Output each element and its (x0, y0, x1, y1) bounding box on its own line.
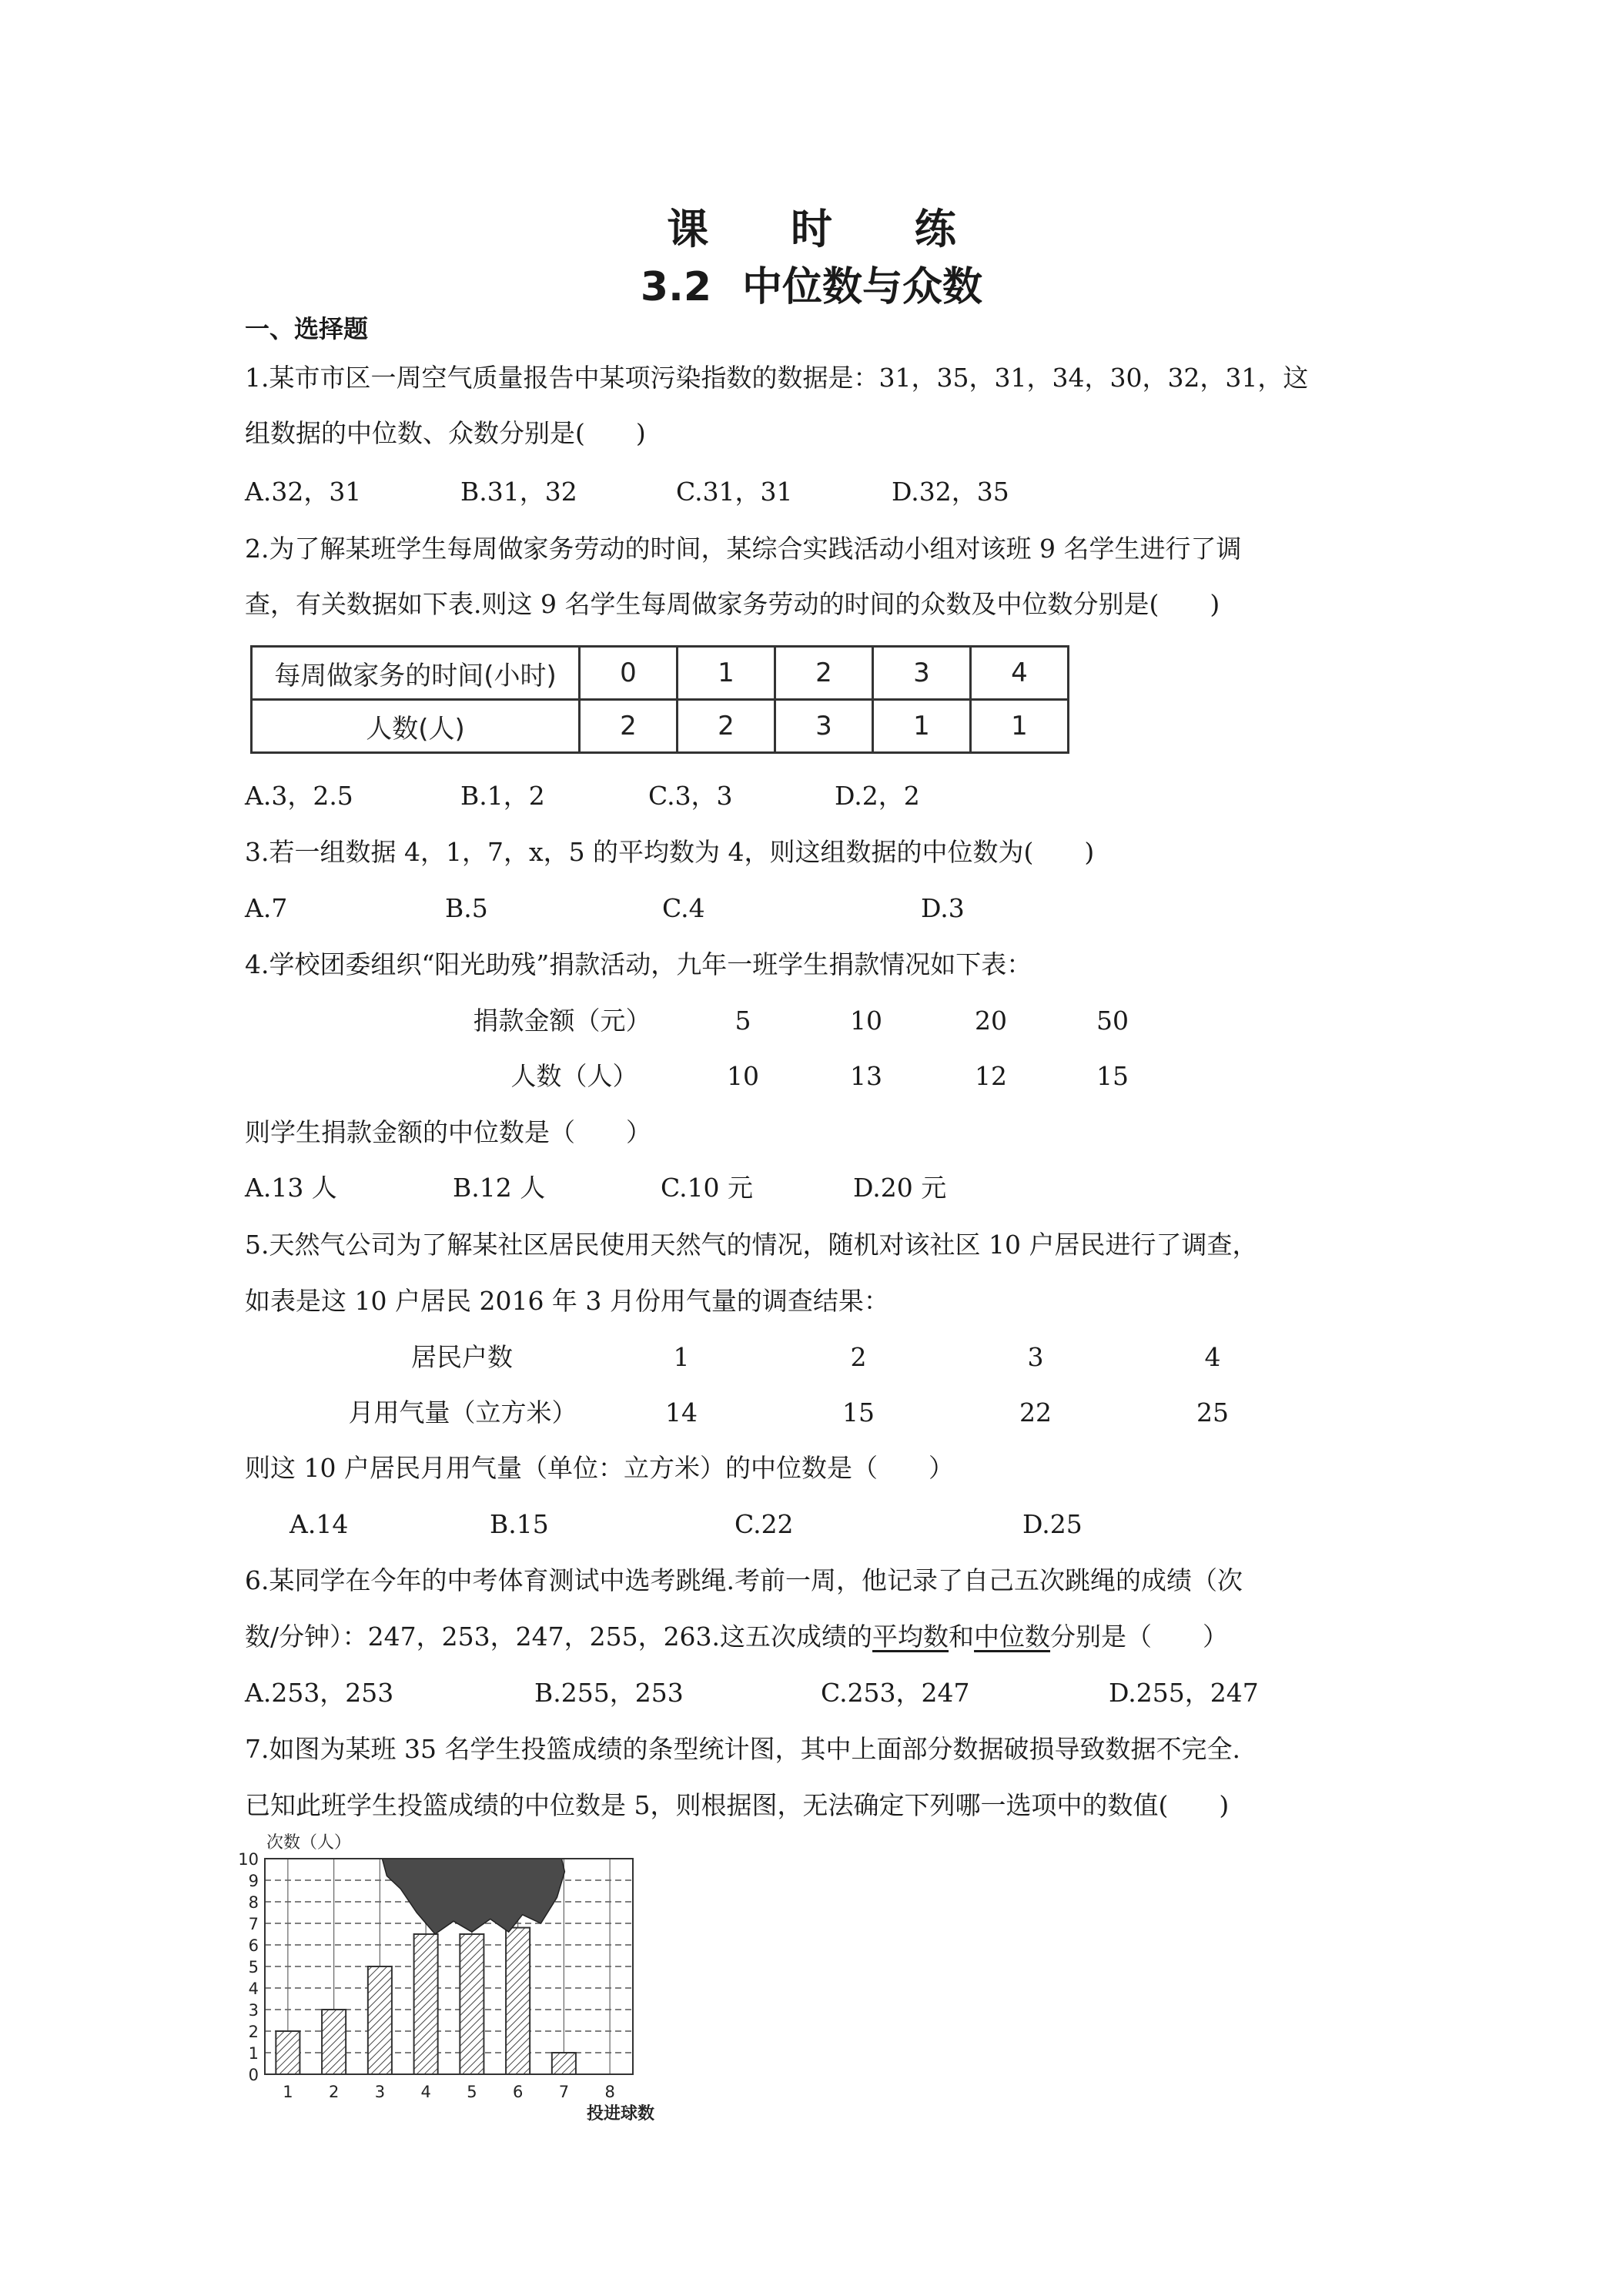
y-tick-label: 4 (248, 1980, 259, 1998)
q6-text: 和 (949, 1622, 975, 1652)
table-cell: 2 (580, 700, 678, 753)
bar-4 (414, 1934, 438, 2074)
q5-line1: 5.天然气公司为了解某社区居民使用天然气的情况，随机对该社区 10 户居民进行了调查， (245, 1230, 1258, 1260)
q4-cell: 5 (735, 1006, 751, 1036)
q6-underlined-mean: 平均数 (872, 1622, 949, 1652)
table-header-hours: 每周做家务的时间(小时) (252, 647, 580, 700)
q6-option-c: C.253，247 (821, 1678, 970, 1708)
q2-option-b: B.1，2 (460, 781, 545, 811)
table-cell: 1 (873, 700, 971, 753)
table-row (252, 700, 1069, 753)
q1-line2: 组数据的中位数、众数分别是( ) (245, 418, 646, 448)
x-tick-label: 1 (283, 2083, 293, 2101)
bar-5 (460, 1934, 484, 2074)
q5-cell: 1 (673, 1342, 690, 1372)
q6-line1: 6.某同学在今年的中考体育测试中选考跳绳.考前一周，他记录了自己五次跳绳的成绩（次 (245, 1565, 1243, 1595)
q4-line1: 4.学校团委组织“阳光助残”捐款活动，九年一班学生捐款情况如下表： (245, 949, 1032, 979)
q2-option-d: D.2，2 (835, 781, 920, 811)
y-tick-label: 0 (248, 2066, 259, 2084)
y-tick-label: 2 (248, 2023, 259, 2041)
y-tick-label: 5 (248, 1958, 259, 1976)
q6-text: 分别是（ ） (1050, 1622, 1229, 1652)
q6-option-a: A.253，253 (245, 1678, 394, 1708)
q5-option-a: A.14 (289, 1509, 349, 1539)
y-tick-label: 6 (248, 1936, 259, 1955)
q4-row2-header: 人数（人） (510, 1061, 638, 1091)
page-title: 课 时 练 (667, 205, 990, 253)
x-tick-label: 4 (420, 2083, 431, 2101)
q4-row1-header: 捐款金额（元） (473, 1006, 651, 1036)
bar-7 (552, 2053, 576, 2074)
q4-cell: 50 (1096, 1006, 1129, 1036)
table-cell: 4 (971, 647, 1069, 700)
table-cell: 0 (580, 647, 678, 700)
table-cell: 3 (873, 647, 971, 700)
q3-option-b: B.5 (445, 893, 488, 923)
subtitle-text: 中位数与众数 (742, 264, 983, 310)
q1-option-b: B.31，32 (460, 477, 577, 507)
q1-option-a: A.32，31 (245, 477, 362, 507)
x-tick-label: 7 (558, 2083, 570, 2101)
q5-line3: 则这 10 户居民月用气量（单位：立方米）的中位数是（ ） (245, 1453, 954, 1483)
page-subtitle (0, 254, 1623, 312)
q1-option-c: C.31，31 (676, 477, 793, 507)
table-cell: 3 (775, 700, 873, 753)
q5-option-b: B.15 (490, 1509, 549, 1539)
table-cell: 2 (678, 700, 775, 753)
y-tick-label: 1 (248, 2044, 259, 2063)
q4-cell: 10 (727, 1061, 759, 1091)
q5-option-c: C.22 (735, 1509, 794, 1539)
bar-3 (368, 1966, 392, 2074)
q5-line2: 如表是这 10 户居民 2016 年 3 月份用气量的调查结果： (245, 1286, 889, 1316)
q7-line1: 7.如图为某班 35 名学生投篮成绩的条型统计图，其中上面部分数据破损导致数据不完全. (245, 1734, 1240, 1764)
q2-option-c: C.3，3 (648, 781, 733, 811)
q6-option-b: B.255，253 (534, 1678, 684, 1708)
q3-option-a: A.7 (245, 893, 288, 923)
q5-cell: 4 (1204, 1342, 1221, 1372)
q2-line2: 查，有关数据如下表.则这 9 名学生每周做家务劳动的时间的众数及中位数分别是( ) (245, 589, 1220, 619)
q5-row1-header: 居民户数 (411, 1342, 513, 1372)
table-cell: 1 (678, 647, 775, 700)
x-axis-label: 投进球数 (587, 2104, 655, 2124)
q5-cell: 2 (850, 1342, 867, 1372)
table-cell: 2 (775, 647, 873, 700)
table-header-people: 人数(人) (252, 700, 580, 753)
q4-option-d: D.20 元 (853, 1173, 947, 1203)
q5-cell: 14 (665, 1397, 698, 1427)
x-tick-label: 5 (467, 2083, 477, 2101)
q3-option-c: C.4 (662, 893, 705, 923)
x-tick-label: 6 (512, 2083, 524, 2101)
y-axis-label: 次数（人） (266, 1833, 352, 1853)
section-heading: 一、选择题 (245, 314, 369, 343)
q6-underlined-median: 中位数 (974, 1622, 1051, 1652)
q4-option-a: A.13 人 (245, 1173, 337, 1203)
q4-cell: 15 (1096, 1061, 1129, 1091)
q1-option-d: D.32，35 (892, 477, 1009, 507)
q4-cell: 10 (850, 1006, 882, 1036)
y-tick-label: 7 (248, 1915, 259, 1933)
q5-row2-header: 月用气量（立方米） (348, 1397, 577, 1427)
table-row (252, 647, 1069, 700)
bar-chart (231, 1832, 662, 2125)
q4-line2: 则学生捐款金额的中位数是（ ） (245, 1117, 651, 1147)
q5-cell: 25 (1196, 1397, 1229, 1427)
q4-cell: 13 (850, 1061, 882, 1091)
q6-line2 (245, 1622, 1229, 1652)
y-tick-label: 9 (248, 1872, 259, 1890)
q4-option-b: B.12 人 (453, 1173, 546, 1203)
q4-cell: 20 (975, 1006, 1007, 1036)
q4-cell: 12 (975, 1061, 1007, 1091)
y-tick-label: 3 (248, 2001, 259, 2020)
q2-data-table (250, 645, 1069, 754)
q6-option-d: D.255，247 (1109, 1678, 1259, 1708)
bar-2 (322, 2010, 346, 2074)
q5-cell: 22 (1019, 1397, 1052, 1427)
table-cell: 1 (971, 700, 1069, 753)
q3-option-d: D.3 (921, 893, 965, 923)
q5-cell: 15 (842, 1397, 875, 1427)
bar-6 (506, 1928, 530, 2074)
q7-line2: 已知此班学生投篮成绩的中位数是 5，则根据图，无法确定下列哪一选项中的数值( ) (245, 1790, 1230, 1820)
q6-text: 数/分钟）：247，253，247，255，263.这五次成绩的 (245, 1622, 873, 1652)
q2-option-a: A.3，2.5 (245, 781, 353, 811)
q1-line1: 1.某市市区一周空气质量报告中某项污染指数的数据是：31，35，31，34，30，32，31，这 (245, 363, 1309, 393)
q3-line1: 3.若一组数据 4，1，7，x，5 的平均数为 4，则这组数据的中位数为( ) (245, 837, 1095, 867)
x-tick-label: 2 (328, 2083, 340, 2101)
y-tick-label: 8 (248, 1893, 259, 1912)
y-tick-label: 10 (238, 1850, 259, 1869)
x-tick-label: 3 (374, 2083, 386, 2101)
q2-line1: 2.为了解某班学生每周做家务劳动的时间，某综合实践活动小组对该班 9 名学生进行了调 (245, 534, 1242, 564)
subtitle-number: 3.2 (640, 264, 712, 310)
x-tick-label: 8 (604, 2083, 615, 2101)
q5-option-d: D.25 (1022, 1509, 1083, 1539)
bar-1 (276, 2031, 300, 2074)
q5-cell: 3 (1027, 1342, 1044, 1372)
q4-option-c: C.10 元 (661, 1173, 754, 1203)
